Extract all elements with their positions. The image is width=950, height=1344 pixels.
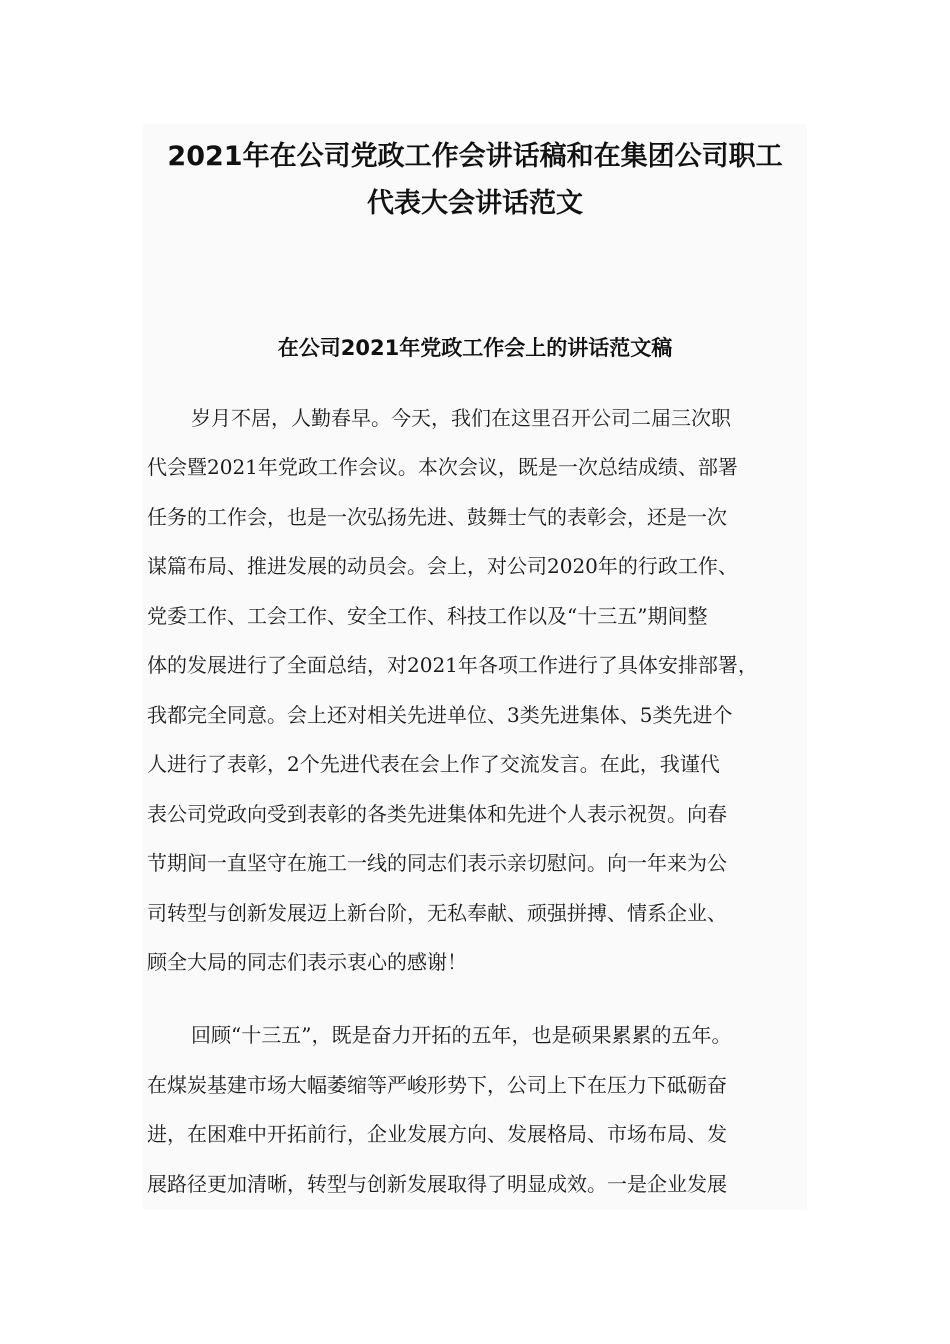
paragraph-2-line-2: 在煤炭基建市场大幅萎缩等严峻形势下，公司上下在压力下砥砺奋 [147,1073,727,1097]
paragraph-1-line-3: 任务的工作会，也是一次弘扬先进、鼓舞士气的表彰会，还是一次 [147,505,727,529]
paragraph-1-line-1: 岁月不居，人勤春早。今天，我们在这里召开公司二届三次职 [191,406,731,430]
paragraph-1-line-11: 司转型与创新发展迈上新台阶，无私奉献、顽强拼搏、情系企业、 [147,901,727,925]
paragraph-1-line-6: 体的发展进行了全面总结，对2021年各项工作进行了具体安排部署， [147,653,758,677]
section-title: 在公司2021年党政工作会上的讲话范文稿 [277,336,673,360]
paragraph-2-line-1: 回顾“十三五”，既是奋力开拓的五年，也是硕果累累的五年。 [191,1023,732,1047]
paragraph-1-line-9: 表公司党政向受到表彰的各类先进集体和先进个人表示祝贺。向春 [147,802,727,826]
paragraph-1-line-5: 党委工作、工会工作、安全工作、科技工作以及“十三五”期间整 [147,604,708,628]
document-title-line-1: 2021年在公司党政工作会讲话稿和在集团公司职工 [167,141,783,172]
paragraph-1-line-10: 节期间一直坚守在施工一线的同志们表示亲切慰问。向一年来为公 [147,851,727,875]
paragraph-1-line-4: 谋篇布局、推进发展的动员会。会上，对公司2020年的行政工作、 [147,554,738,578]
paragraph-1-line-8: 人进行了表彰，2个先进代表在会上作了交流发言。在此，我谨代 [147,752,720,776]
paragraph-1-line-2: 代会暨2021年党政工作会议。本次会议，既是一次总结成绩、部署 [147,455,738,479]
paragraph-1-line-7: 我都完全同意。会上还对相关先进单位、3类先进集体、5类先进个 [147,703,733,727]
paragraph-2-line-3: 进，在困难中开拓前行，企业发展方向、发展格局、市场布局、发 [147,1122,727,1146]
paragraph-1-line-12: 顾全大局的同志们表示衷心的感谢！ [147,950,467,974]
paragraph-2-line-4: 展路径更加清晰，转型与创新发展取得了明显成效。一是企业发展 [147,1172,727,1196]
document-title-line-2: 代表大会讲话范文 [367,188,583,219]
